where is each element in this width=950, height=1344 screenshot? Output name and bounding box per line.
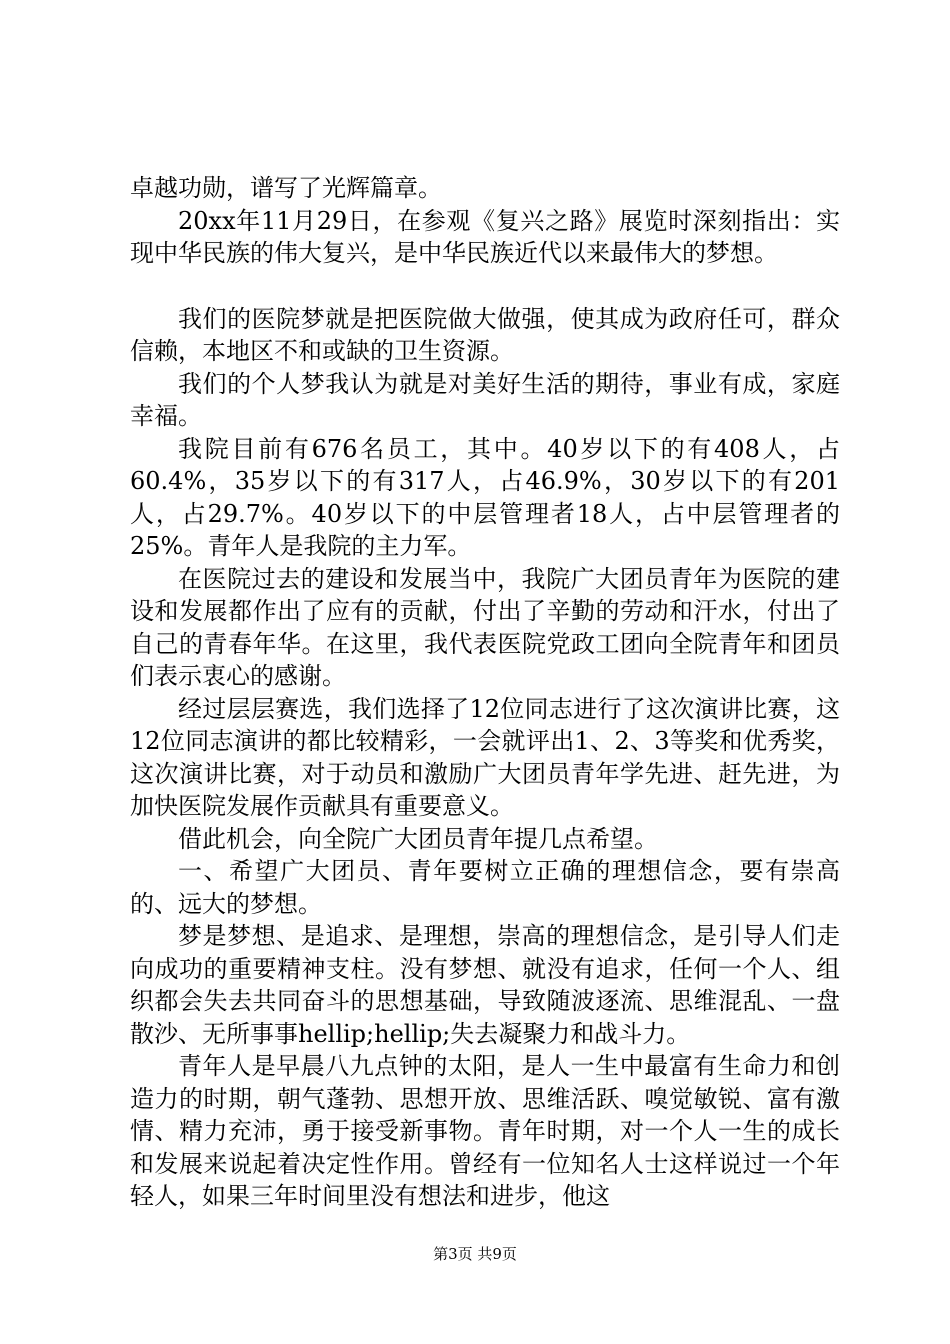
paragraph-9: 一、希望广大团员、青年要树立正确的理想信念，要有崇高的、远大的梦想。 xyxy=(130,857,840,918)
paragraph-5: 我院目前有676名员工，其中。40岁以下的有408人，占60.4%，35岁以下的有317人，占46.9%，30岁以下的有201人，占29.7%。40岁以下的中层管理者18人，占中层管理者的25%。青年人是我院的主力军。 xyxy=(130,434,840,560)
paragraph-11: 青年人是早晨八九点钟的太阳，是人一生中最富有生命力和创造力的时期，朝气蓬勃、思想开放、思维活跃、嗅觉敏锐、富有激情、精力充沛，勇于接受新事物。青年时期，对一个人一生的成长和发展来说起着决定性作用。曾经有一位知名人士这样说过一个年轻人，如果三年时间里没有想法和进步，他这 xyxy=(130,1052,840,1210)
document-body xyxy=(130,172,840,1213)
paragraph-1: 卓越功勋，谱写了光辉篇章。 xyxy=(130,174,442,202)
paragraph-8: 借此机会，向全院广大团员青年提几点希望。 xyxy=(178,824,658,853)
paragraph-2: 20xx年11月29日，在参观《复兴之路》展览时深刻指出：实现中华民族的伟大复兴，是中华民族近代以来最伟大的梦想。 xyxy=(130,206,840,267)
paragraph-7: 经过层层赛选，我们选择了12位同志进行了这次演讲比赛，这12位同志演讲的都比较精彩，一会就评出1、2、3等奖和优秀奖，这次演讲比赛，对于动员和激励广大团员青年学先进、赶先进，为加快医院发展作贡献具有重要意义。 xyxy=(130,694,840,820)
paragraph-4: 我们的个人梦我认为就是对美好生活的期待，事业有成，家庭幸福。 xyxy=(130,369,840,430)
paragraph-3: 我们的医院梦就是把医院做大做强，使其成为政府任可，群众信赖，本地区不和或缺的卫生资源。 xyxy=(130,304,840,365)
paragraph-6: 在医院过去的建设和发展当中，我院广大团员青年为医院的建设和发展都作出了应有的贡献，付出了辛勤的劳动和汗水，付出了自己的青春年华。在这里，我代表医院党政工团向全院青年和团员们表示衷心的感谢。 xyxy=(130,564,840,690)
paragraph-gap xyxy=(130,270,840,303)
paragraph-10: 梦是梦想、是追求、是理想，崇高的理想信念，是引导人们走向成功的重要精神支柱。没有梦想、就没有追求，任何一个人、组织都会失去共同奋斗的思想基础，导致随波逐流、思维混乱、一盘散沙、无所事事hellip;hellip;失去凝聚力和战斗力。 xyxy=(130,922,840,1048)
page-number-footer: 第3页 共9页 xyxy=(433,1245,517,1263)
